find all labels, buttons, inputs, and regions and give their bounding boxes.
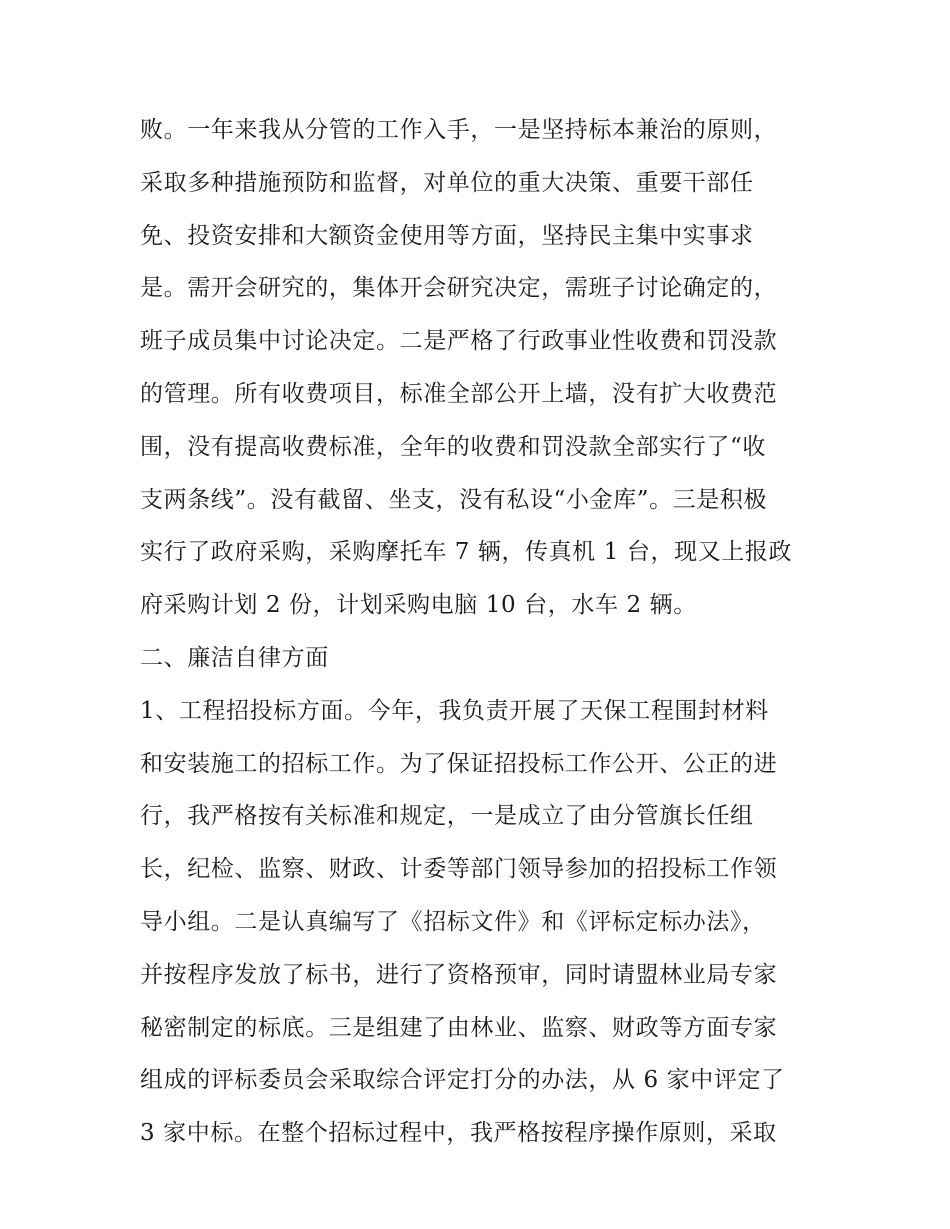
text-line-3: 免、投资安排和大额资金使用等方面，坚持民主集中实事求 xyxy=(140,222,754,249)
text-line-7: 围，没有提高收费标准，全年的收费和罚没款全部实行了“收 xyxy=(140,433,766,460)
text-line-1: 败。一年来我从分管的工作入手，一是坚持标本兼治的原则， xyxy=(140,117,778,143)
text-line-13: 和安装施工的招标工作。为了保证招投标工作公开、公正的进 xyxy=(140,750,778,777)
text-line-4: 是。需开会研究的，集体开会研究决定，需班子讨论确定的， xyxy=(140,275,778,302)
text-line-16: 导小组。二是认真编写了《招标文件》和《评标定标办法》， xyxy=(140,908,766,935)
text-line-9: 实行了政府采购，采购摩托车 7 辆，传真机 1 台，现又上报政 xyxy=(140,539,793,566)
text-line-20: 3 家中标。在整个招标过程中，我严格按程序操作原则，采取 xyxy=(140,1120,777,1147)
text-line-6: 的管理。所有收费项目，标准全部公开上墙，没有扩大收费范 xyxy=(140,380,778,407)
text-line-2: 采取多种措施预防和监督，对单位的重大决策、重要干部任 xyxy=(140,169,754,196)
text-line-19: 组成的评标委员会采取综合评定打分的办法，从 6 家中评定了 xyxy=(140,1067,785,1094)
text-line-12: 1、工程招投标方面。今年，我负责开展了天保工程围封材料 xyxy=(140,697,769,724)
text-line-8: 支两条线”。没有截留、坐支，没有私设“小金库”。三是积极 xyxy=(140,486,768,513)
text-line-15: 长，纪检、监察、财政、计委等部门领导参加的招投标工作领 xyxy=(140,856,778,883)
text-line-10: 府采购计划 2 份，计划采购电脑 10 台，水车 2 辆。 xyxy=(140,592,697,619)
text-line-18: 秘密制定的标底。三是组建了由林业、监察、财政等方面专家 xyxy=(140,1014,778,1041)
text-line-5: 班子成员集中讨论决定。二是严格了行政事业性收费和罚没款 xyxy=(140,328,778,355)
section-heading: 二、廉洁自律方面 xyxy=(140,644,329,671)
body-text xyxy=(140,104,820,1160)
text-line-14: 行，我严格按有关标准和规定，一是成立了由分管旗长任组 xyxy=(140,803,754,830)
text-line-17: 并按程序发放了标书，进行了资格预审，同时请盟林业局专家 xyxy=(140,961,778,988)
